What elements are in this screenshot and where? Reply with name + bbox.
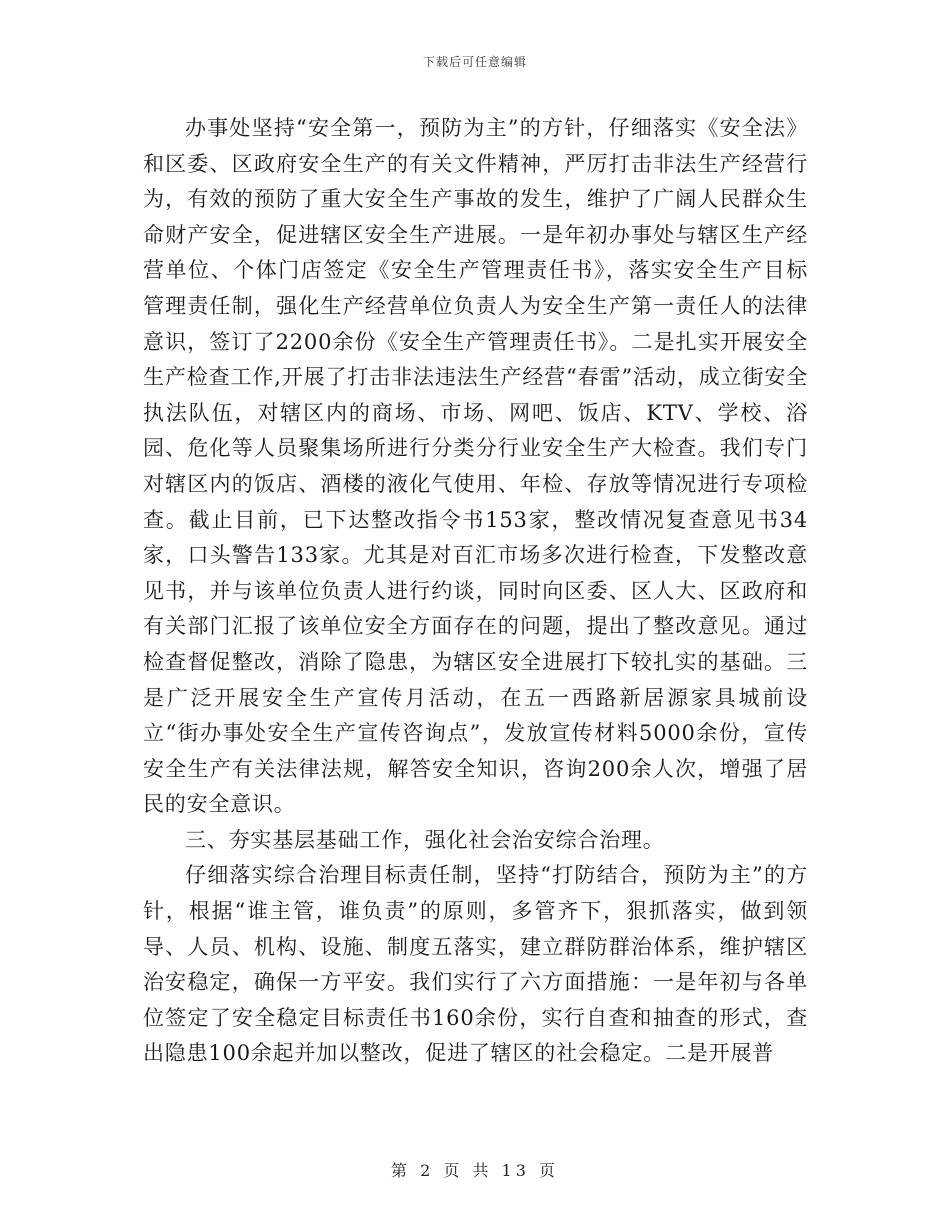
document-body xyxy=(143,111,808,1072)
paragraph-comprehensive-governance: 仔细落实综合治理目标责任制，坚持“打防结合，预防为主”的方针，根据“谁主管，谁负责”的原则，多管齐下，狠抓落实，做到领导、人员、机构、设施、制度五落实，建立群防群治体系，维护辖区治安稳定，确保一方平安。我们实行了六方面措施：一是年初与各单位签定了安全稳定目标责任书160余份，实行自查和抽查的形式，查出隐患100余起并加以整改，促进了辖区的社会稳定。二是开展普 xyxy=(143,863,808,1066)
page-number: 第 2 页 共 13 页 xyxy=(391,1161,559,1180)
section-heading-public-security: 三、夯实基层基础工作，强化社会治安综合治理。 xyxy=(185,827,665,852)
paragraph-safety-production: 办事处坚持“安全第一，预防为主”的方针，仔细落实《安全法》和区委、区政府安全生产的有关文件精神，严厉打击非法生产经营行为，有效的预防了重大安全生产事故的发生，维护了广阔人民群众生命财产安全，促进辖区安全生产进展。一是年初办事处与辖区生产经营单位、个体门店签定《安全生产管理责任书》，落实安全生产目标管理责任制，强化生产经营单位负责人为安全生产第一责任人的法律意识，签订了2200余份《安全生产管理责任书》。二是扎实开展安全生产检查工作,开展了打击非法违法生产经营“春雷”活动，成立街安全执法队伍，对辖区内的商场、市场、网吧、饭店、KTV、学校、浴园、危化等人员聚集场所进行分类分行业安全生产大检查。我们专门对辖区内的饭店、酒楼的液化气使用、年检、存放等情况进行专项检查。截止目前，已下达整改指令书153家，整改情况复查意见书34家，口头警告133家。尤其是对百汇市场多次进行检查，下发整改意见书，并与该单位负责人进行约谈，同时向区委、区人大、区政府和有关部门汇报了该单位安全方面存在的问题，提出了整改意见。通过检查督促整改，消除了隐患，为辖区安全进展打下较扎实的基础。三是广泛开展安全生产宣传月活动，在五一西路新居源家具城前设立“街办事处安全生产宣传咨询点”，发放宣传材料5000余份，宣传安全生产有关法律法规，解答安全知识，咨询200余人次，增强了居民的安全意识。 xyxy=(143,116,808,817)
page-header-note: 下载后可任意编辑 xyxy=(422,55,527,69)
